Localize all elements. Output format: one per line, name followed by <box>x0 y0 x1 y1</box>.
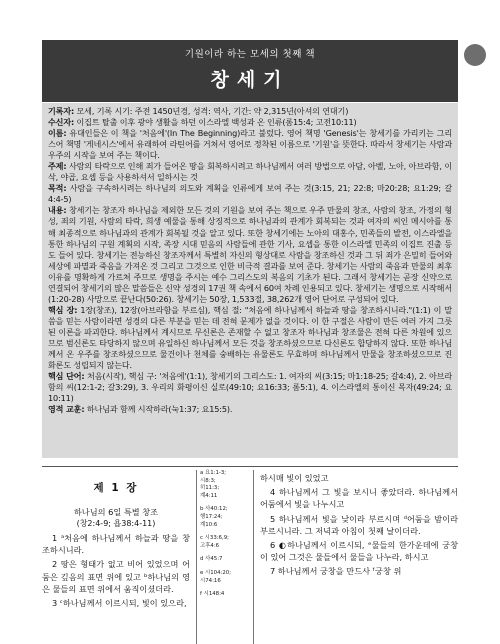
intro-label: 영적 교훈: <box>48 404 85 415</box>
intro-paragraph <box>48 205 452 304</box>
intro-label: 이름: <box>48 128 67 139</box>
cross-reference-note: b 사40:12; 행17:24; 계10:6 <box>200 506 228 528</box>
page-edge-marker <box>464 44 486 66</box>
verse: 7 하나님께서 궁창을 만드사 ᶠ궁창 위 <box>270 566 402 577</box>
verse: 6 ◐하나님께서 이르시되, ᵉ물들의 한가운데에 궁창이 있어 그것은 물들에서 물들을 나누라, 하시고 <box>260 540 458 563</box>
book-introduction <box>42 103 458 458</box>
intro-text: 하나님과 함께 시작하라(눅1:37; 요15:5). <box>84 404 233 415</box>
intro-text: 사람의 타락으로 인해 죄가 들어온 땅을 회복하시려고 하나님께서 여러 방법으로 아담, 아벨, 노아, 아브라함, 이삭, 야곱, 요셉 등을 사용하셔서 일하시는 것 <box>48 161 452 183</box>
intro-label: 내용: <box>48 205 67 216</box>
intro-paragraph <box>48 117 452 128</box>
intro-paragraph <box>48 183 452 205</box>
intro-text: 창세기는 창조자 하나님을 제외한 모든 것의 기원을 보여 주는 책으로 우주 만물의 창조, 사람의 창조, 가정의 형성, 죄의 기원, 사람의 타락, 희생 예물을 통해 상징적으로 하나님과의 관계가 회복되는 것과 여자의 씨인 메시아를 통해 최종적으로 하나님과의 관계가 회복될 것을 알고 있다. 또한 창세기에는 노아의 대홍수, 민족들의 발전, 이스라엘을 통한 하나님의 구원 계획의 시작, 족장 시대 믿음의 사람들에 관한 기사, 요셉을 통한 이스라엘 민족의 이집트 진출 등도 들어 있다. 창세기는 전능하신 창조자께서 특별히 자신의 형상대로 사람을 창조하신 것과 그 뒤 죄가 은밀히 들어와 세상에 파멸과 죽음을 가져온 것 그리고 그것으로 인한 비극적 결과를 보여 준다. 창세기는 사람의 죽음과 만물의 최후 이유를 명확하게 가르쳐 주므로 생명을 주시는 예수 그리스도의 복음의 기초가 된다. 그래서 창세기는 곧장 신약으로 연결되어 창세기의 많은 말씀들은 신약 성경의 17권 책 속에서 60여 차례 인용되고 있다. 창세기는 생명으로 시작해서(1:20-28) 사망으로 끝난다(50:26). 창세기는 50장, 1,533절, 38,262개 영어 단어로 구성되어 있다. <box>48 205 452 304</box>
cross-reference-note: f 시148:4 <box>200 591 225 598</box>
chapter-heading: 제 1 장 <box>93 482 139 494</box>
text-column-right <box>260 470 458 578</box>
verse: 4 하나님께서 그 빛을 보시니 좋았더라. 하나님께서 어둠에서 빛을 나누시고 <box>260 487 458 510</box>
intro-label: 수신자: <box>48 117 75 128</box>
intro-label: 핵심 장: <box>48 304 78 315</box>
intro-label: 기록자: <box>48 106 75 116</box>
text-column-left <box>42 470 190 609</box>
intro-paragraph <box>48 106 452 117</box>
book-subtitle: 기원이라 하는 모세의 첫째 책 <box>184 49 316 60</box>
intro-paragraph <box>48 161 452 183</box>
intro-paragraph <box>48 305 452 371</box>
cross-reference-column <box>196 470 254 644</box>
intro-paragraph <box>48 128 452 161</box>
verse: 2 땅은 형태가 없고 비어 있었으며 어둠은 깊음의 표면 위에 있고 ᵇ하나님의 영은 물들의 표면 위에서 움직이셨더라. <box>42 559 190 594</box>
intro-text: 모세, 기록 시기: 주전 1450년경, 성격: 역사, 기간: 약 2,315년(아셔의 연대기) <box>74 106 349 116</box>
intro-text: 이집트 탈출 이후 광야 생활을 하던 이스라엘 백성과 온 인류(롬15:4; 고전10:11) <box>74 117 357 128</box>
intro-paragraph <box>48 404 452 415</box>
verse-list-left <box>42 532 190 609</box>
intro-label: 목적: <box>48 183 67 194</box>
verse: 5 하나님께서 빛을 낮이라 부르시며 ᵈ어둠을 밤이라 부르시니라. 그 저녁과 아침이 첫째 날이더라. <box>260 513 458 536</box>
verse: 하시매 빛이 있었고 <box>260 473 329 483</box>
section-title: 하나님의 6일 특별 창조 <box>73 507 159 517</box>
section-reference: (창2:4-9; 욥38:4-11) <box>76 519 156 528</box>
book-title: 창세기 <box>210 69 290 91</box>
intro-label: 핵심 단어: <box>48 371 85 382</box>
cross-reference-note: c 시33:6,9; 고후4:6 <box>200 535 229 549</box>
book-header <box>42 40 458 102</box>
cross-reference-note: d 사45:7 <box>200 556 223 563</box>
cross-reference-note: e 시104:20; 시74:16 <box>200 569 232 584</box>
intro-text: 1장(창조), 12장(아브라함을 부르심), 핵심 절: "처음에 하나님께서 하늘과 땅을 창조하시니라."(1:1) 이 말씀을 믿는 사람이라면 성경의 다른 부분을 믿는 데 전혀 문제가 없을 것이다. 이 한 구절은 사람이 만든 여러 가지 그릇된 이론을 파괴한다. 하나님께서 계시므로 무신론은 존재할 수 없고 창조자 하나님과 창조물은 전혀 다른 차원에 있으므로 범신론도 타당하지 않으며 유일하신 하나님께서 모든 것을 창조하셨으므로 다신론도 합당하지 않다. 또한 하나님께서 온 우주를 창조하셨으므로 물건이나 천체를 숭배하는 유물론도 무효하며 하나님께서 만물을 창조하셨으므로 진화론도 성립되지 않는다. <box>48 304 452 371</box>
verse: 1 ᵃ처음에 하나님께서 하늘과 땅을 창조하시니라. <box>42 533 190 556</box>
intro-paragraph <box>48 371 452 404</box>
intro-text: 처음(시작), 핵심 구: '처음에'(1:1), 창세기의 그리스도: 1. 여자의 씨(3:15; 마1:18-25; 갈4:4), 2. 아브라함의 씨(12:1-2; 갈3:29), 3. 우리의 화평이신 실로(49:10; 요16:33; 롬5:1), 4. 이스라엘의 통이신 목자(49:24; 요10:11) <box>48 371 452 404</box>
intro-text: 유대인들은 이 책을 '처음에'(In The Beginning)라고 불렀다. 영어 책명 'Genesis'는 창세기를 가리키는 그리스어 책명 '게네시스'에서 유래하여 라틴어를 거쳐서 영어로 정착된 이름으로 '기원'을 뜻한다. 따라서 창세기는 사람과 우주의 시작을 보여 주는 책이다. <box>48 128 452 161</box>
intro-text: 사람을 구속하시려는 하나님의 의도와 계획을 인류에게 보여 주는 것(3:15, 21; 22:8; 마20:28; 요1:29; 갈4:4-5) <box>48 183 452 205</box>
verse: 3 ᶜ하나님께서 이르시되, 빛이 있으라, <box>52 598 187 609</box>
divider <box>42 466 458 467</box>
intro-label: 주제: <box>48 161 67 172</box>
cross-reference-note: a 요1:1-3; 시8:3; 히11:3; 계4:11 <box>200 470 227 499</box>
